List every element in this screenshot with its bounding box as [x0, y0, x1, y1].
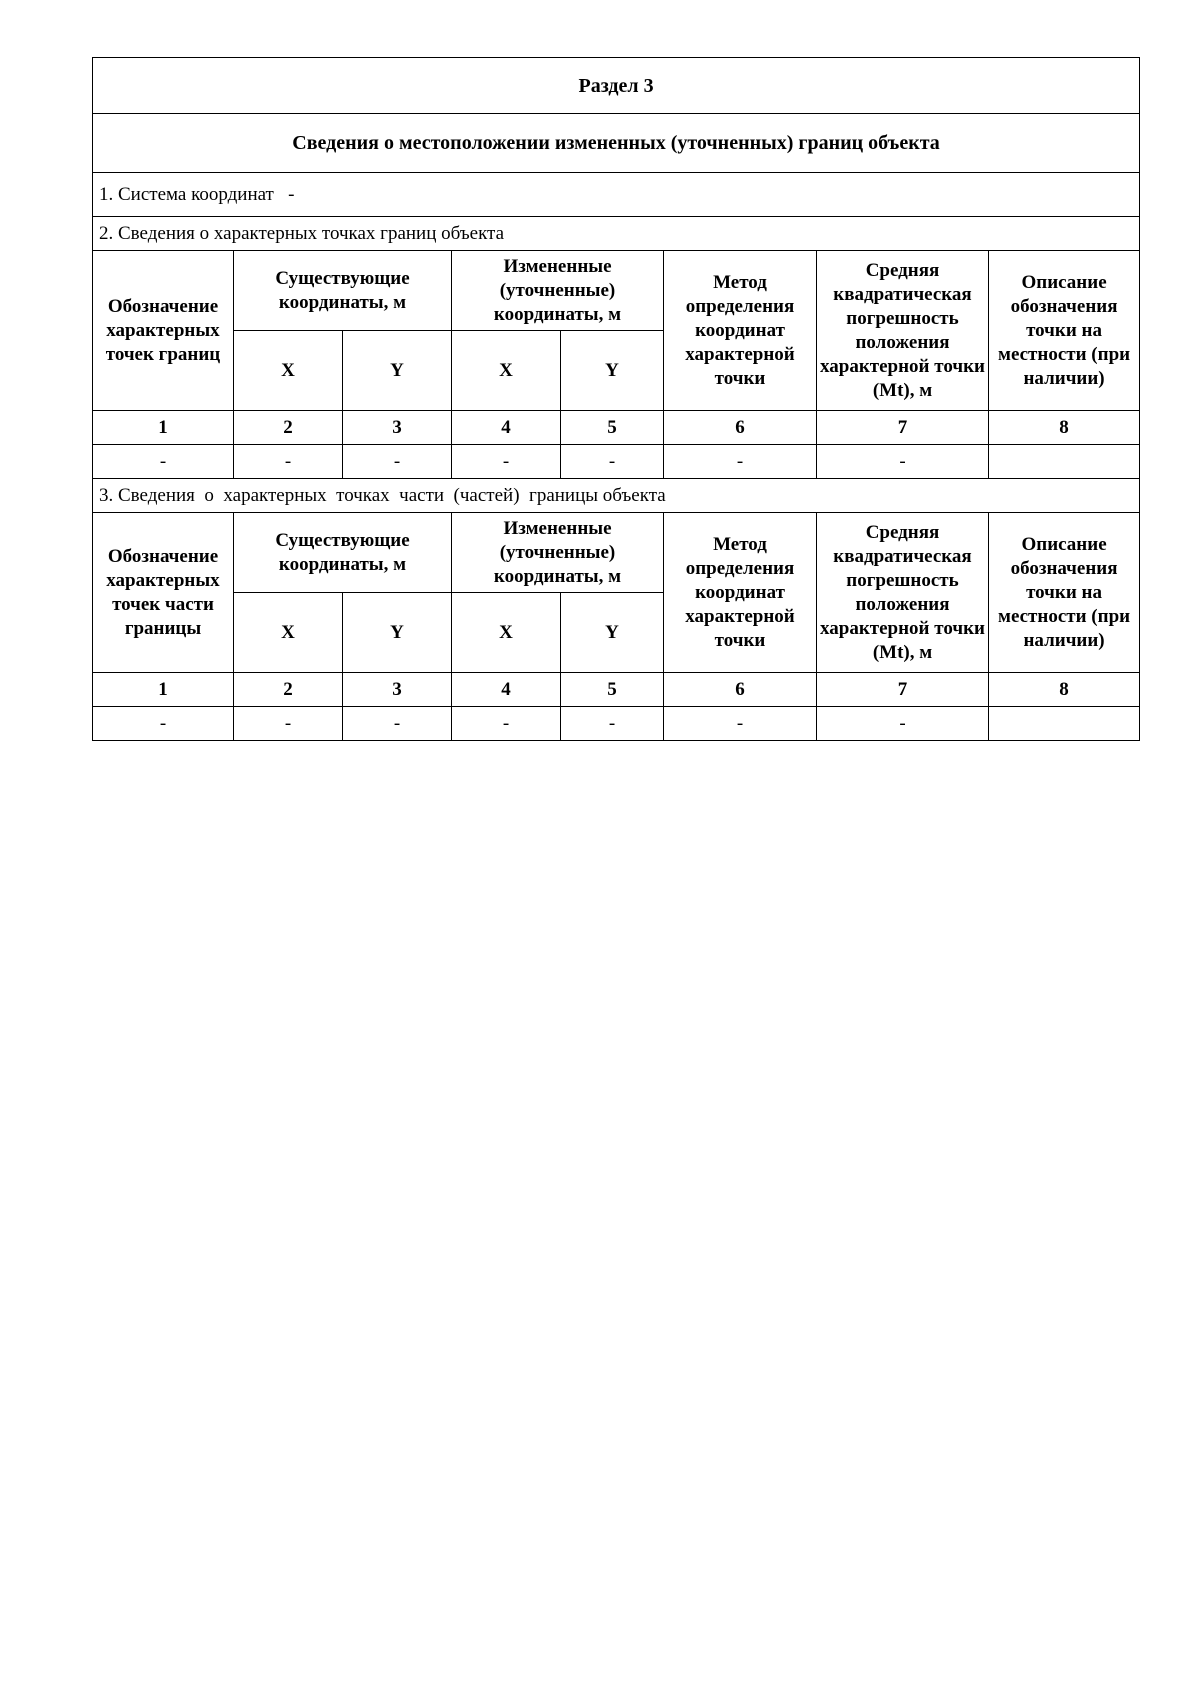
table2-cell: - — [234, 707, 343, 741]
table2-cell: - — [93, 707, 234, 741]
table2-header-description: Описание обозначения точки на местности (при наличии) — [989, 513, 1140, 673]
table1-col-number: 5 — [561, 411, 664, 445]
table1-cell: - — [93, 445, 234, 479]
table2-number-row — [93, 673, 1140, 707]
table1-col-number: 7 — [817, 411, 989, 445]
table2-col-number: 7 — [817, 673, 989, 707]
table2-header-error: Средняя квадратическая погрешность положения характерной точки (Mt), м — [817, 513, 989, 673]
table1-col-number: 6 — [664, 411, 817, 445]
table1-header-y-changed: Y — [561, 331, 664, 411]
table1-cell: - — [817, 445, 989, 479]
table2-cell: - — [817, 707, 989, 741]
table2-cell — [989, 707, 1140, 741]
table1-col-number: 3 — [343, 411, 452, 445]
page-heading: Сведения о местоположении измененных (уточненных) границ объекта — [93, 114, 1140, 173]
boundary-table — [92, 57, 1140, 741]
table1-cell: - — [343, 445, 452, 479]
table2-header-y-existing: Y — [343, 593, 452, 673]
table1-col-number: 2 — [234, 411, 343, 445]
table-row — [93, 445, 1140, 479]
section-title: Раздел 3 — [93, 58, 1140, 114]
table2-caption: 3. Сведения о характерных точках части (частей) границы объекта — [93, 479, 1140, 513]
table2-header-y-changed: Y — [561, 593, 664, 673]
table2-col-number: 8 — [989, 673, 1140, 707]
table2-col-number: 6 — [664, 673, 817, 707]
coordinate-system-value: - — [288, 183, 295, 205]
table2-cell: - — [561, 707, 664, 741]
table1-cell: - — [664, 445, 817, 479]
table2-cell: - — [452, 707, 561, 741]
table1-header-method: Метод определения координат характерной точки — [664, 251, 817, 411]
table1-header-x-changed: X — [452, 331, 561, 411]
table1-cell: - — [561, 445, 664, 479]
table1-col-number: 8 — [989, 411, 1140, 445]
table1-header-error: Средняя квадратическая погрешность положения характерной точки (Mt), м — [817, 251, 989, 411]
table1-cell: - — [452, 445, 561, 479]
table1-header-description: Описание обозначения точки на местности (при наличии) — [989, 251, 1140, 411]
table2-cell: - — [664, 707, 817, 741]
table2-header-designation: Обозначение характерных точек части границы — [93, 513, 234, 673]
table2-header-x-changed: X — [452, 593, 561, 673]
document-page — [92, 57, 1139, 741]
table2-header-x-existing: X — [234, 593, 343, 673]
table1-header-x-existing: X — [234, 331, 343, 411]
table1-cell: - — [234, 445, 343, 479]
table1-cell — [989, 445, 1140, 479]
table2-header-changed: Измененные (уточненные) координаты, м — [452, 513, 664, 593]
table1-header-changed: Измененные (уточненные) координаты, м — [452, 251, 664, 331]
table2-col-number: 4 — [452, 673, 561, 707]
table2-col-number: 3 — [343, 673, 452, 707]
table1-header-y-existing: Y — [343, 331, 452, 411]
table2-col-number: 5 — [561, 673, 664, 707]
table2-cell: - — [343, 707, 452, 741]
table1-col-number: 4 — [452, 411, 561, 445]
coordinate-system-label: 1. Система координат — [99, 183, 274, 205]
table1-header-designation: Обозначение характерных точек границ — [93, 251, 234, 411]
table1-number-row — [93, 411, 1140, 445]
coordinate-system-row — [93, 173, 1140, 217]
table2-col-number: 1 — [93, 673, 234, 707]
table2-col-number: 2 — [234, 673, 343, 707]
table1-caption: 2. Сведения о характерных точках границ объекта — [93, 217, 1140, 251]
table2-header-method: Метод определения координат характерной точки — [664, 513, 817, 673]
table1-header-existing: Существующие координаты, м — [234, 251, 452, 331]
table1-col-number: 1 — [93, 411, 234, 445]
table-row — [93, 707, 1140, 741]
table2-header-existing: Существующие координаты, м — [234, 513, 452, 593]
